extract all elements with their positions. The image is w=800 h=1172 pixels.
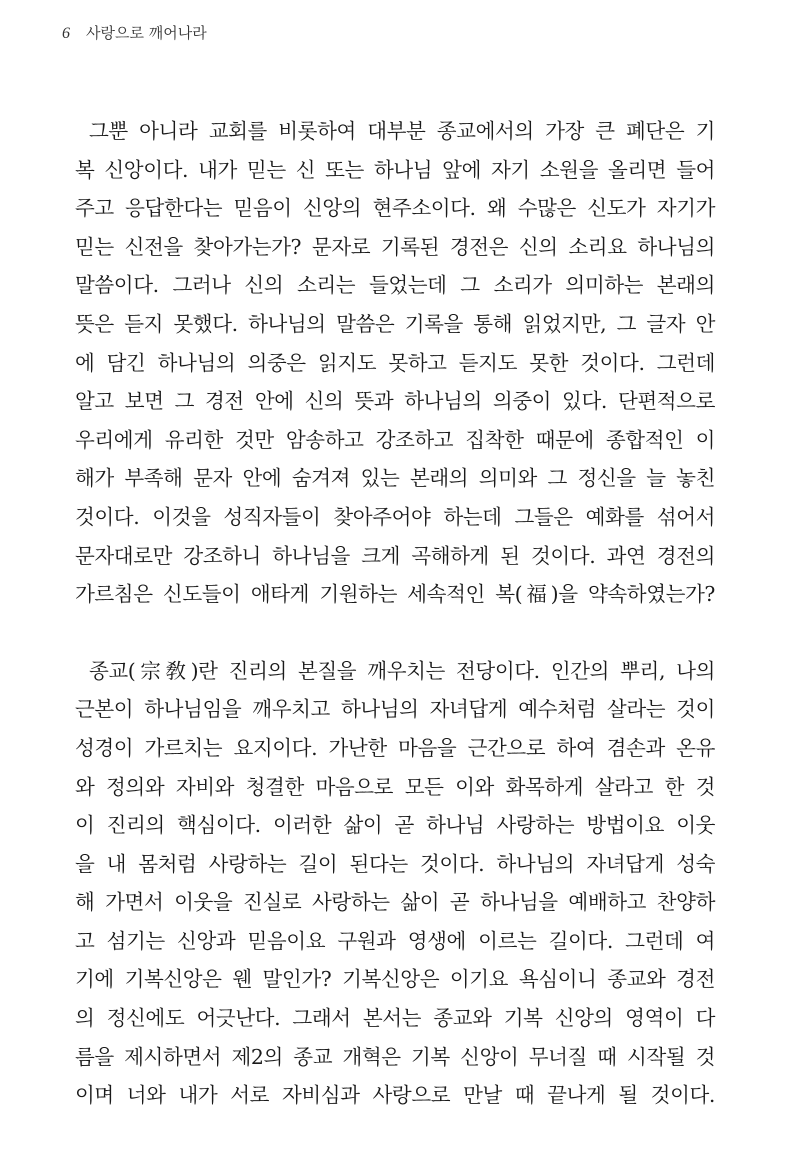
text-line: 이 진리의 핵심이다. 이러한 삶이 곧 하나님 사랑하는 방법이요 이웃 <box>75 813 715 838</box>
text-line: 알고 보면 그 경전 안에 신의 뜻과 하나님의 의중이 있다. 단편적으로 <box>75 389 715 414</box>
text-line: 문자대로만 강조하니 하나님을 크게 곡해하게 된 것이다. 과연 경전의 <box>75 543 715 568</box>
text-line: 말씀이다. 그러나 신의 소리는 들었는데 그 소리가 의미하는 본래의 <box>75 273 715 298</box>
text-line: 그뿐 아니라 교회를 비롯하여 대부분 종교에서의 가장 큰 폐단은 기 <box>89 119 715 143</box>
text-line: 에 담긴 하나님의 의중은 읽지도 못하고 듣지도 못한 것이다. 그런데 <box>75 350 715 375</box>
paragraph-1 <box>75 112 715 614</box>
text-line: 기에 기복신앙은 웬 말인가? 기복신앙은 이기요 욕심이니 종교와 경전 <box>75 967 715 992</box>
text-line: 종교(宗敎)란 진리의 본질을 깨우치는 전당이다. 인간의 뿌리, 나의 <box>89 658 715 683</box>
paragraph-2 <box>75 652 715 1115</box>
text-line: 을 내 몸처럼 사랑하는 길이 된다는 것이다. 하나님의 자녀답게 성숙 <box>75 851 715 876</box>
text-line: 고 섬기는 신앙과 믿음이요 구원과 영생에 이르는 길이다. 그런데 여 <box>75 928 715 953</box>
text-line: 뜻은 듣지 못했다. 하나님의 말씀은 기록을 통해 읽었지만, 그 글자 안 <box>75 311 715 336</box>
text-line: 믿는 신전을 찾아가는가? 문자로 기록된 경전은 신의 소리요 하나님의 <box>75 234 715 259</box>
text-line: 주고 응답한다는 믿음이 신앙의 현주소이다. 왜 수많은 신도가 자기가 <box>75 196 715 221</box>
paragraph-gap <box>75 614 715 652</box>
text-line: 해 가면서 이웃을 진실로 사랑하는 삶이 곧 하나님을 예배하고 찬양하 <box>75 890 715 915</box>
text-line: 우리에게 유리한 것만 암송하고 강조하고 집착한 때문에 종합적인 이 <box>75 427 715 452</box>
book-title: 사랑으로 깨어나라 <box>86 24 207 42</box>
running-head <box>62 22 207 43</box>
text-line: 것이다. 이것을 성직자들이 찾아주어야 하는데 그들은 예화를 섞어서 <box>75 504 715 529</box>
text-line: 름을 제시하면서 제2의 종교 개혁은 기복 신앙이 무너질 때 시작될 것 <box>75 1044 715 1069</box>
text-line: 가르침은 신도들이 애타게 기원하는 세속적인 복(福)을 약속하였는가? <box>75 582 715 607</box>
text-line: 성경이 가르치는 요지이다. 가난한 마음을 근간으로 하여 겸손과 온유 <box>75 735 715 760</box>
text-line: 이며 너와 내가 서로 자비심과 사랑으로 만날 때 끝나게 될 것이다. <box>75 1083 715 1108</box>
text-line: 와 정의와 자비와 청결한 마음으로 모든 이와 화목하게 살라고 한 것 <box>75 774 715 799</box>
text-line: 복 신앙이다. 내가 믿는 신 또는 하나님 앞에 자기 소원을 올리면 들어 <box>75 157 715 182</box>
page-number: 6 <box>62 25 70 42</box>
text-line: 의 정신에도 어긋난다. 그래서 본서는 종교와 기복 신앙의 영역이 다 <box>75 1006 715 1031</box>
body-text <box>75 112 715 1115</box>
text-line: 해가 부족해 문자 안에 숨겨져 있는 본래의 의미와 그 정신을 늘 놓친 <box>75 466 715 491</box>
text-line: 근본이 하나님임을 깨우치고 하나님의 자녀답게 예수처럼 살라는 것이 <box>75 697 715 722</box>
